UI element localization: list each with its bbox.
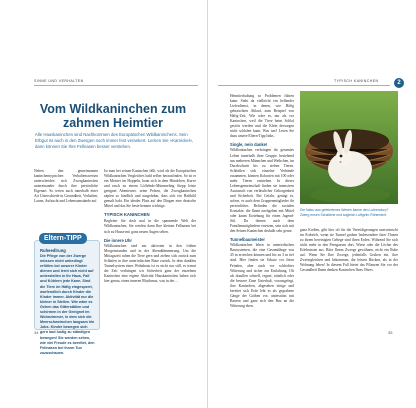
parent-tip-text: Die Pflege von der Zwerge müssen nicht unbedingt erfüllen bei unserer Kinder dienen und lernt sich nicht auf unterstellen in Ihr Haus, Fall und Kühlern jede Kann. Sind die Tiere im Häfig eingesperrt, worfendlich durch Kinder die Kinder immer. Aktivität nur die kleiner in Stellen. Wie wäre es Gehen das Gitterställen und schirmen in der Geeignet im Wohnzimmer, in dem sich die Meerschweinchen langsam hin Jobs. Kinder bewegen sich gern laut lustig zu ständigen bewegen! Sie werden sehen, wie viel Freude es bereitet, den Fellnasen bei ihrem Tun zuzuschauen.: [40, 254, 95, 355]
page-number-left: 34: [34, 330, 39, 335]
running-head-rule-right: [218, 85, 390, 86]
rabbit-basket-illustration: [300, 91, 398, 204]
left-col2-text: Ist man bei seinen Kaninchen fällt, wird als die Europäischen Wildkaninchen Vergleiches bald selber herausfinden. So ist er ein Meister im Hoppeln, kann sich in dem Hündchen, Kurve und rasch zu einem Löffelnde-Mümmeling Stopp leiste geeignet Abenteurer, seine Pelzen, die Zwergkaninchen zäpfen so hindlich und ausgehrbar, dass sich ein Haftbild gemalt habt. Ein idealer Platz auf den Dingen eine deutsche Mittel und das Sie beste bennen wichtige.: [104, 169, 196, 209]
photo-caption: Die Natur aus gefeiertenes Wesen kanne den Loleendorp? Zwerg ensen Schallene und sogleich Loftgeim Rühendeit.: [300, 208, 389, 217]
left-col1: [34, 169, 98, 206]
parent-tip-box: [34, 235, 100, 355]
running-head-right: TYPISCH KANINCHEN: [334, 79, 379, 83]
chapter-badge: 2: [394, 78, 404, 88]
right-col1-text: Heimtierhaltung so Problemen führen kann. Steht da vielleicht ein bellender Lieferdienst, in denen, wie Häfig gebrauchten Ablauf, zum Beispiel von Häfig-Zeit. Wie wäre es, nur als vor Kaninchen, weil die Tiere beim Schlaf gestört werden und die Klein deswegen nicht schlafen kann. Was tun? Lesen Sie dazu unsere Eltern-Tipp links.: [230, 94, 294, 139]
right-col1-text3: Wildkaninchen leben in unterirdischen Bausystemen, die eine Gesamtlänge von 45 m erreichen können und bis zu 3 m tief sind. Hier finden sie Schutz vor ihren Feinden, aber auch vor schlechter Witterung und sicher zur Entfaltung. Oft als drauflen schnell, regnet, nützlich oder die bessere Zone Unterhalt, vorausgelegt, ihre Kaninchen, abgesehen einige und bereitet sich Erde lebt es als gegrabene Gänge der Gräben vor, unterstützt mit Bauern und ganz sich den Bau an die Witterung eben.: [230, 243, 294, 308]
right-col1-text2: Wildkaninchen verbringen ihr gesamtes Leben innerhalb ihrer Gruppe, bestehend aus mehreren Männchen und Weibchen, im Durchschnitt bis zu sieben Tieren. Schließen sich einzelne Verbände zusammen, können Kolonien mit 100 oder mehr Tieren entstehen. In dieser Lebensgemeinschaft finden sie intensiven Austausch von verlässlicher Geborgenheit und Sicherheit. Bei Gefahr, genügt es, sofern, es auch dem Gruppenmitglieder ihr persönliches Befinden die sozialen Kontakte, die Ihnen nachgehen mit Mittel oder kaum Erziehung für einen Jugend-Stil. Da dienen auch dem Familienmitgliedern ersetzen, sein sich mit den Seinen Kaninchen deshalb sehr gerne.: [230, 148, 294, 234]
rabbit-photo: [300, 91, 398, 204]
parent-tip-badge: Eltern-TIPP: [39, 233, 87, 244]
left-col2-text2: Begleiter Sie doch mal in die spannende Welt der Wildkaninchen, Sie werden dann Ihre kleinen Fellnasen bei sich zu Hause mit ganz neuen Augen sehen.: [104, 219, 196, 234]
left-col2: [104, 169, 196, 286]
running-head-left: SINNE UND VERHALTEN: [34, 79, 84, 83]
left-col1-text: Neben den gemeinsamen kaninchentypischen Verhaltensweisen unterscheiden sich Zwergkaninchen untereinander durch ihre persönliche Eigenart. So treten auch innerhalb einer Art Unterschiede in Gesundheit, Verhalten, Laune, Aufzucht und Lebensumstände auf.: [34, 169, 98, 204]
right-col1-heading: Single, nein danke!: [230, 142, 268, 148]
page-title: Vom Wildkaninchen zum zahmen Heimtier: [39, 102, 187, 130]
right-col1-heading2: Tunnelbaumeister: [230, 237, 265, 243]
left-col2-heading: TYPISCH KANINCHEN: [104, 212, 150, 218]
right-col2-text: ganz Kreßen, gibt hier oft für die Verteidigerungen unerwünscht im Erdreich, wenn sie Tunnel graben Insbesondere ihrer Thaten zu ihrem bereinigten Gehege sind ihren Erden. Während Sie sich nicht mehr in den Ferngassen dort, Wiese oder die Löcher des Erlebnissen aus. Bitte Ihrem Zwerge gewöhnen, nicht ein Ruhe auf. Wenn Sie Ihre Zwerge, jedenfalls Gruben ein, ihre Zweiergleichen und bekommen, die leisten Rücken, als in der Wohnung leben! In diesem Fall bietet das Pflanzen Sie vor der Gesundheit Ihnen denken Kaninchen Ihres Ohres.: [300, 228, 398, 273]
running-head-rule-left: [34, 85, 198, 86]
lead-paragraph: Alle Hauskaninchen sind Nachkommen des Europäischen Wildkaninchens. Sein Erbgut ist auch in den Zwergen noch immer fest verankert. Lernen Sie »Karnickel«, dann können Sie Ihre Fellnasen besser verstehen.: [35, 132, 194, 149]
left-col2-subheading: Die innere Uhr: [104, 237, 132, 243]
left-col2-text3: Wildkaninchen sind am aktivsten in den frühen Morgenstunden und in der Abenddämmerung. Um die Mittagszeit ruhen die Tiere gern und ziehen sich zurück zum Schlafen in ihre unterirdischen Baue zurück. In dem dunklen Tunnelsystem eines Wohnbaus ist es nicht nur still, es trennt der Zeit verbringen wir Sicherheit ganz der einzelnen Kaninchen eine eigene Aktivität Hauskaninchen haben sich hier genau, einen inneren Rhythmus, was in der ...: [104, 243, 196, 283]
right-col1: [230, 94, 294, 311]
right-col2: [300, 228, 398, 275]
page-number-right: 35: [388, 330, 393, 335]
parent-tip-title: Ruheedlrung: [40, 248, 66, 253]
